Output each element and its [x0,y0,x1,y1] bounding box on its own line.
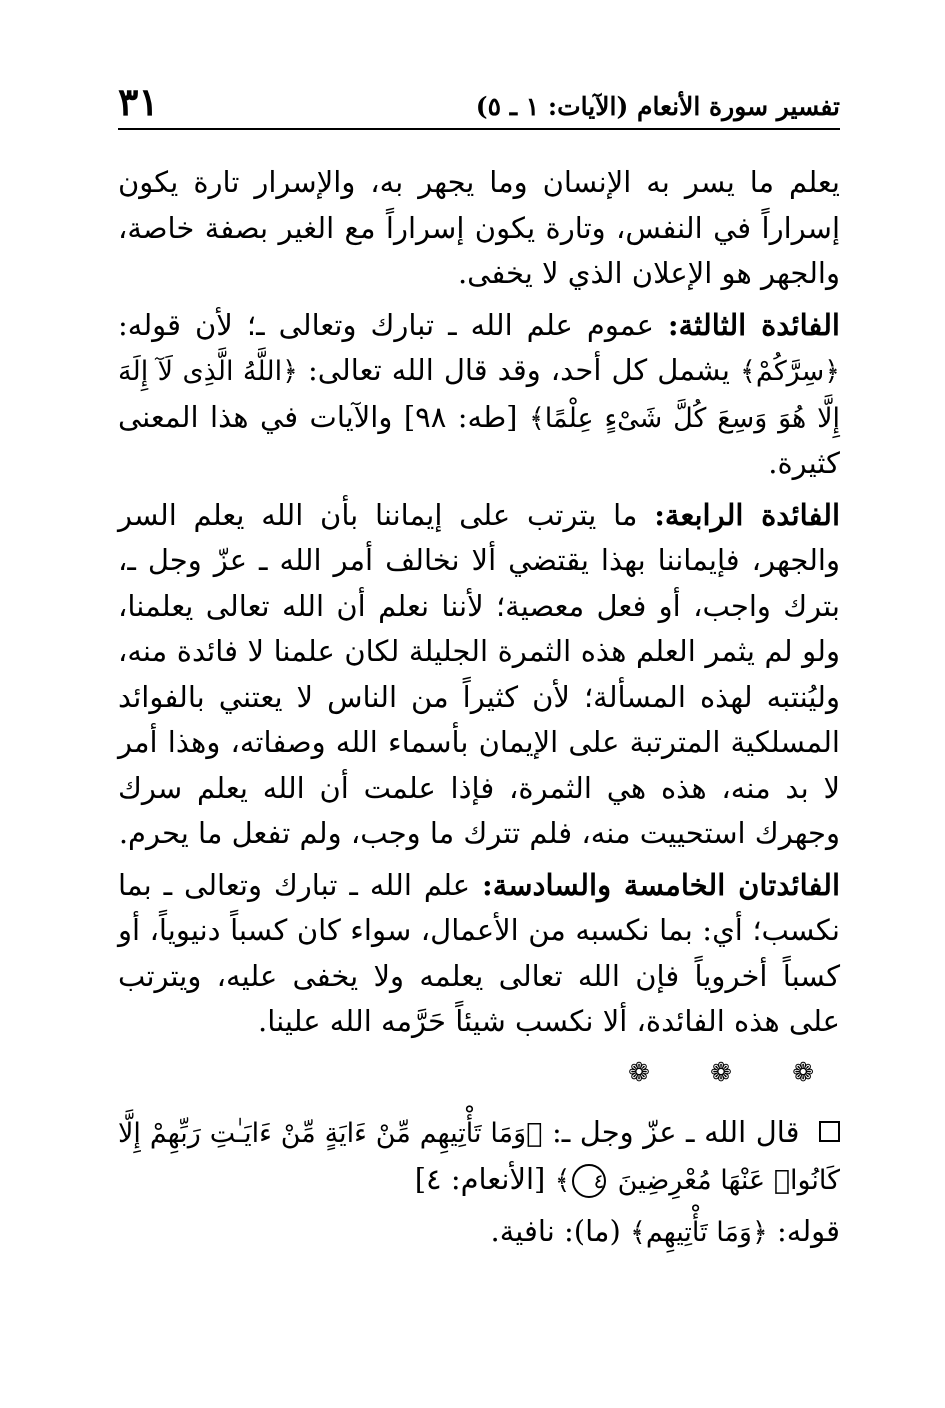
quran-quote: ﴿اللَّهُ الَّذِى لَآ إِلَهَ إِلَّا هُوَ وَسِعَ كُلَّ شَىْءٍ عِلْمًا﴾ [118,356,840,434]
quran-quote: ﴿وَمَا تَأْتِيهِم﴾ [630,1217,768,1248]
page-header [118,79,840,130]
note-text: (ما): نافية. [490,1214,621,1248]
paragraph-text: علم الله ـ تبارك وتعالى ـ بما نكسب؛ أي: بما نكسبه من الأعمال، سواء كان كسباً دنيوياً، أو كسباً أخروياً فإن الله تعالى يعلمه ولا يخفى عليه، ويترتب على هذه الفائدة، ألا نكسب شيئاً حَرَّمه الله علينا. [118,867,840,1038]
verse-paragraph [118,1110,840,1203]
section-separator-stars: ❁ ❁ ❁ [628,1057,840,1088]
citation: [طه: ٩٨] والآيات في هذا المعنى كثيرة. [118,399,840,480]
note-paragraph [118,1209,840,1256]
quran-quote: ﴿سِرَّكُمْ﴾ [740,356,841,387]
benefit-heading: الفائدة الرابعة: [654,497,841,532]
verse-intro: قال الله ـ عزّ وجل ـ: [551,1115,800,1149]
paragraph-benefit-4 [118,493,840,857]
page-number: ٣١ [118,79,159,124]
header-rule [118,128,840,130]
note-intro: قوله: [777,1214,840,1248]
benefit-heading: الفائدة الثالثة: [667,307,840,342]
paragraph-text: عموم علم الله ـ تبارك وتعالى ـ؛ لأن قوله: [118,307,654,342]
square-bullet-icon [819,1121,840,1142]
paragraph-1 [118,160,840,297]
ayah-number-icon: ٤ [572,1164,606,1198]
benefit-heading: الفائدتان الخامسة والسادسة: [482,867,841,902]
running-title: تفسير سورة الأنعام (الآيات: ١ ـ ٥) [475,92,840,121]
paragraph-text: ما يترتب على إيماننا بأن الله يعلم السر والجهر، فإيماننا بهذا يقتضي ألا نخالف أمر الله ـ عزّ وجل ـ، بترك واجب، أو فعل معصية؛ لأننا نعلم أن الله تعالى يعلمنا، ولو لم يثمر العلم هذه الثمرة الجليلة لكان علمنا لا فائدة منه، وليُنتبه لهذه المسألة؛ لأن كثيراً من الناس لا يعتني بالفوائد المسلكية المترتبة على الإيمان بأسماء الله وصفاته، وهذا أمر لا بد منه، هذه هي الثمرة، فإذا علمت أن الله يعلم سرك وجهرك استحييت منه، فلم تترك ما وجب، ولم تفعل ما يحرم. [118,497,840,850]
quran-verse: ﴿وَمَا تَأْتِيهِم مِّنْ ءَايَةٍ مِّنْ ءَايَـٰتِ رَبِّهِمْ إِلَّا كَانُوا۟ عَنْهَا مُعْرِضِينَ [118,1118,840,1196]
quran-bracket: ﴾ [554,1164,571,1196]
verse-reference: [الأنعام: ٤] [414,1161,546,1196]
paragraph-text: يعلم ما يسر به الإنسان وما يجهر به، والإسرار تارة يكون إسراراً في النفس، وتارة يكون إسراراً مع الغير بصفة خاصة، والجهر هو الإعلان الذي لا يخفى. [118,165,840,290]
paragraph-text: يشمل كل أحد، وقد قال الله تعالى: [307,353,730,387]
page-body [118,160,840,1262]
paragraph-benefit-3 [118,303,840,487]
paragraph-benefit-5-6 [118,863,840,1045]
